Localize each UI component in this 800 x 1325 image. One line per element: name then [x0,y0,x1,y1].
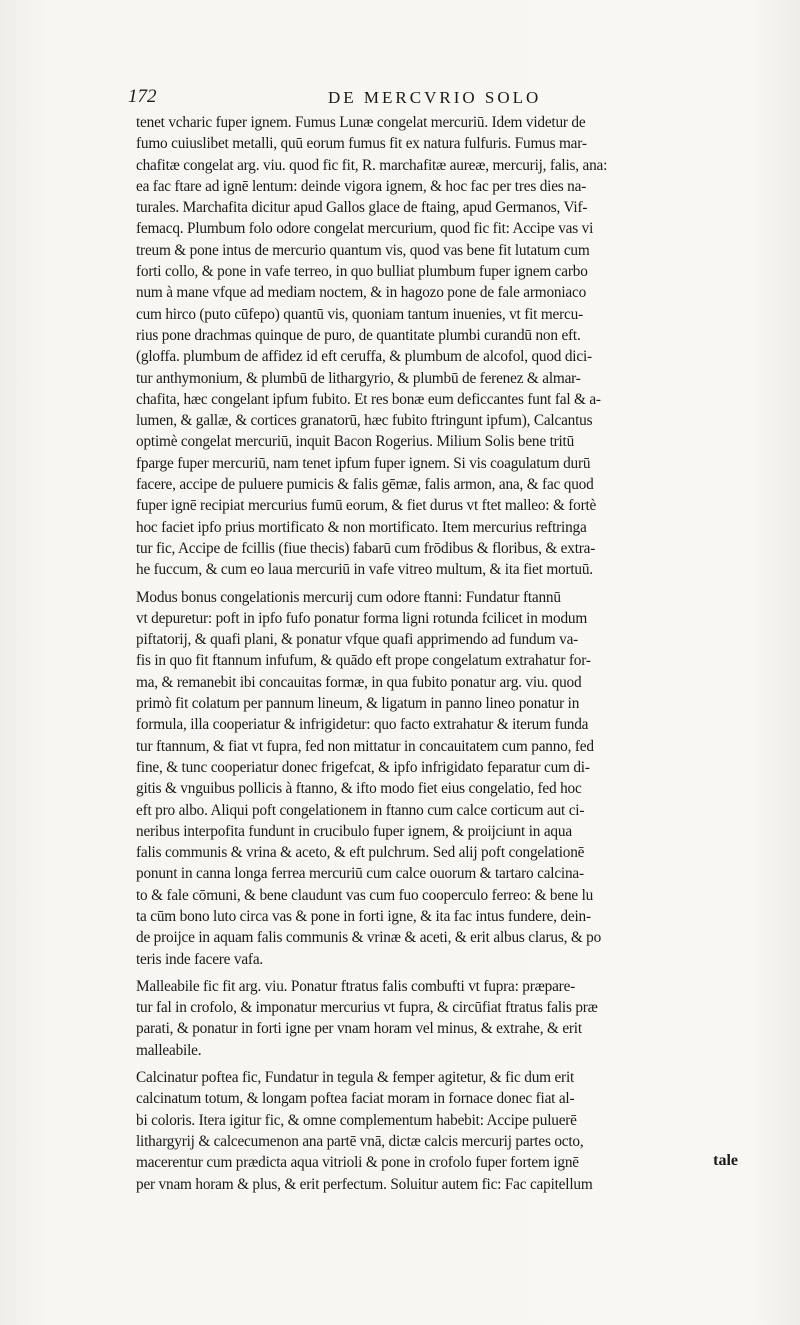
text-line: tur ftannum, & fiat vt fupra, fed non mittatur in concauitatem cum panno, fed [136,737,594,755]
page-number: 172 [128,86,157,107]
text-line: tenet vcharic fuper ignem. Fumus Lunæ congelat mercuriū. Idem videtur de [136,114,586,131]
text-line: per vnam horam & plus, & erit perfectum. Soluitur autem fic: Fac capitellum [136,1175,593,1193]
text-line: facere, accipe de puluere pumicis & falis gēmæ, falis armon, ana, & fac quod [136,476,594,494]
text-line: parati, & ponatur in forti igne per vnam horam vel minus, & extrahe, & erit [136,1020,582,1038]
paragraph [136,976,740,1061]
text-line: fuper ignē recipiat mercurius fumū eorum, & fiet durus vt ftet malleo: & fortè [136,497,597,515]
text-line: forti collo, & pone in vafe terreo, in quo bulliat plumbum fuper ignem carbo [136,263,588,281]
text-line: chafita, hæc congelant ipfum fubito. Et res bonæ eum deficcantes funt fal & a- [136,390,601,408]
text-line: malleabile. [136,1041,202,1059]
text-line: macerentur cum prædicta aqua vitrioli & pone in crofolo fuper fortem ignē [136,1154,579,1172]
text-line: Malleabile fic fit arg. viu. Ponatur ftratus falis combufti vt fupra: præpare- [136,977,576,995]
text-line: fumo cuiuslibet metalli, quū eorum fumus fit ex natura fulfuris. Fumus mar- [136,135,587,153]
page-header [128,86,740,112]
text-line: ea fac ftare ad ignē lentum: deinde vigora ignem, & hoc fac per tres dies na- [136,177,587,195]
paragraph [136,1067,740,1195]
text-line: vt depuretur: poft in ipfo fufo ponatur forma ligni rotunda fcilicet in modum [136,609,588,627]
text-line: treum & pone intus de mercurio quantum vis, quod vas bene fit lutatum cum [136,241,590,259]
text-line: bi coloris. Itera igitur fic, & omne complementum habebit: Accipe puluerē [136,1111,577,1129]
text-line: tur anthymonium, & plumbū de lithargyrio, & plumbū de ferenez & almar- [136,369,581,387]
paragraph [136,587,740,970]
text-line: num à mane vfque ad mediam noctem, & in hagozo pone de fale armoniaco [136,284,587,302]
text-line: femacq. Plumbum folo odore congelat mercurium, quod fic fit: Accipe vas vi [136,220,594,238]
text-line: ta cūm bono luto circa vas & pone in forti igne, & ita fac intus fundere, dein- [136,907,591,925]
text-line: lumen, & gallæ, & cortices granatorū, hæc fubito ftringunt ipfum), Calcantus [136,412,593,430]
text-line: rius pone drachmas quinque de puro, de quantitate plumbi curandū non eft. [136,326,581,344]
text-line: eft pro albo. Aliqui poft congelationem in ftanno cum calce corticum aut ci- [136,801,585,819]
text-line: he fuccum, & cum eo laua mercuriū in vafe vitreo multum, & ita fiet mortuū. [136,561,593,579]
text-line: formula, illa cooperiatur & infrigidetur: quo facto extrahatur & iterum funda [136,716,589,734]
text-line: piftatorij, & quafi plani, & ponatur vfque quafi apprimendo ad fundum va- [136,631,579,649]
body-text [136,112,740,1195]
text-line: fparge fuper mercuriū, nam tenet ipfum fuper ignem. Si vis coagulatum durū [136,454,591,472]
text-line: (gloffa. plumbum de affidez id eft ceruffa, & plumbum de alcofol, quod dici- [136,348,592,366]
text-line: optimè congelat mercuriū, inquit Bacon Rogerius. Milium Solis bene tritū [136,433,575,451]
text-line: ponunt in canna longa ferrea mercuriū cum calce ouorum & tartaro calcina- [136,865,584,883]
text-line: Calcinatur poftea fic, Fundatur in tegula & femper agitetur, & fic dum erit [136,1069,575,1087]
text-line: gitis & vnguibus pollicis à ftanno, & ifto modo fiet eius congelatio, fed hoc [136,780,582,798]
text-line: fis in quo fit ftannum infufum, & quādo eft prope congelatum extrahatur for- [136,652,591,670]
text-line: hoc faciet ipfo prius mortificato & non mortificato. Item mercurius reftringa [136,518,587,536]
text-line: to & fale cōmuni, & bene claudunt vas cum fuo cooperculo ferreo: & bene lu [136,886,594,904]
text-line: turales. Marchafita dicitur apud Gallos glace de ftaing, apud Germanos, Vif- [136,199,588,217]
text-line: falis communis & vrina & aceto, & eft pulchrum. Sed alij poft congelationē [136,844,585,862]
text-line: Modus bonus congelationis mercurij cum odore ftanni: Fundatur ftannū [136,588,561,606]
running-head: DE MERCVRIO SOLO [328,88,542,107]
text-line: ma, & remanebit ibi concauitas formæ, in qua fubito ponatur arg. viu. quod [136,673,582,691]
catchword: tale [713,1152,738,1169]
text-line: de proijce in aquam falis communis & vrinæ & aceti, & erit albus clarus, & po [136,929,602,947]
text-line: teris inde facere vafa. [136,950,264,968]
text-line: primò fit colatum per pannum lineum, & ligatum in panno lineo ponatur in [136,695,580,713]
paragraph [136,112,740,581]
text-line: cum hirco (puto cūfepo) quantū vis, quoniam tantum inuenies, vt fit mercu- [136,305,583,323]
text-line: lithargyrij & calcecumenon ana partē vnā, dictæ calcis mercurij partes octo, [136,1132,584,1150]
text-line: fine, & tunc cooperiatur donec frigefcat, & ipfo infrigidato feparatur cum di- [136,758,590,776]
text-line: chafitæ congelat arg. viu. quod fic fit, R. marchafitæ aureæ, mercurij, falis, ana: [136,156,608,174]
text-line: calcinatum totum, & longam poftea faciat moram in fornace donec fiat al- [136,1090,575,1108]
text-line: tur fic, Accipe de fcillis (fiue thecis) fabarū cum frōdibus & floribus, & extra- [136,539,596,557]
text-line: tur fal in crofolo, & imponatur mercurius vt fupra, & circūfiat ftratus falis præ [136,999,598,1017]
text-line: neribus interpofita fundunt in crucibulo fuper ignem, & proijciunt in aqua [136,822,572,840]
